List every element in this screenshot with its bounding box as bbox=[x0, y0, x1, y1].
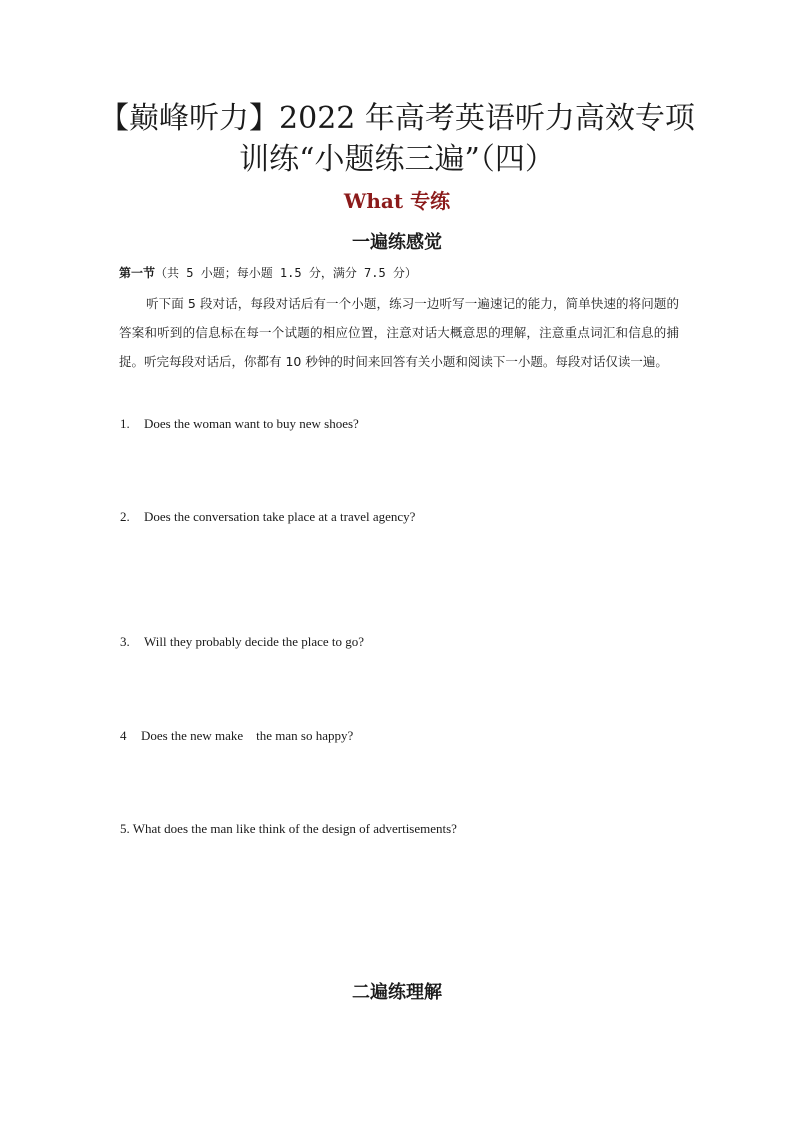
question-text: Does the conversation take place at a travel agency? bbox=[144, 509, 416, 524]
question-text: What does the man like think of the design of advertisements? bbox=[132, 821, 457, 836]
question-text: Will they probably decide the place to go? bbox=[144, 634, 365, 649]
part-scoring: （共 5 小题；每小题 1.5 分，满分 7.5 分） bbox=[155, 266, 417, 280]
question-number: 2. bbox=[120, 509, 130, 524]
question-text: Does the new make the man so happy? bbox=[141, 728, 354, 743]
part-label: 第一节 bbox=[119, 266, 156, 280]
instructions-paragraph: 听下面 5 段对话，每段对话后有一个小题，练习一边听写一遍速记的能力，简单快速的将问题的答案和听到的信息标在每一个试题的相应位置，注意对话大概意思的理解，注意重点词汇和信息的捕捉。听完每段对话后，你都有 10 秒钟的时间来回答有关小题和阅读下一小题。每段对话仅读一遍。 bbox=[119, 296, 679, 369]
question-5 bbox=[120, 820, 457, 838]
question-3 bbox=[120, 633, 364, 651]
question-1 bbox=[120, 415, 359, 433]
document-title-line-1: 【巅峰听力】2022 年高考英语听力高效专项 bbox=[99, 101, 695, 136]
question-number: 1. bbox=[120, 416, 130, 431]
question-number: 3. bbox=[120, 634, 130, 649]
part-info-line bbox=[119, 264, 417, 282]
question-number: 5. bbox=[120, 821, 130, 836]
question-number: 4 bbox=[120, 728, 127, 743]
question-2 bbox=[120, 508, 415, 526]
question-text: Does the woman want to buy new shoes? bbox=[144, 416, 359, 431]
section-heading-2: 二遍练理解 bbox=[352, 982, 442, 1003]
question-4 bbox=[120, 727, 353, 745]
document-title-line-2: 训练“小题练三遍”（四） bbox=[239, 142, 555, 177]
section-heading-1: 一遍练感觉 bbox=[352, 232, 442, 253]
document-subtitle: What 专练 bbox=[343, 189, 451, 213]
